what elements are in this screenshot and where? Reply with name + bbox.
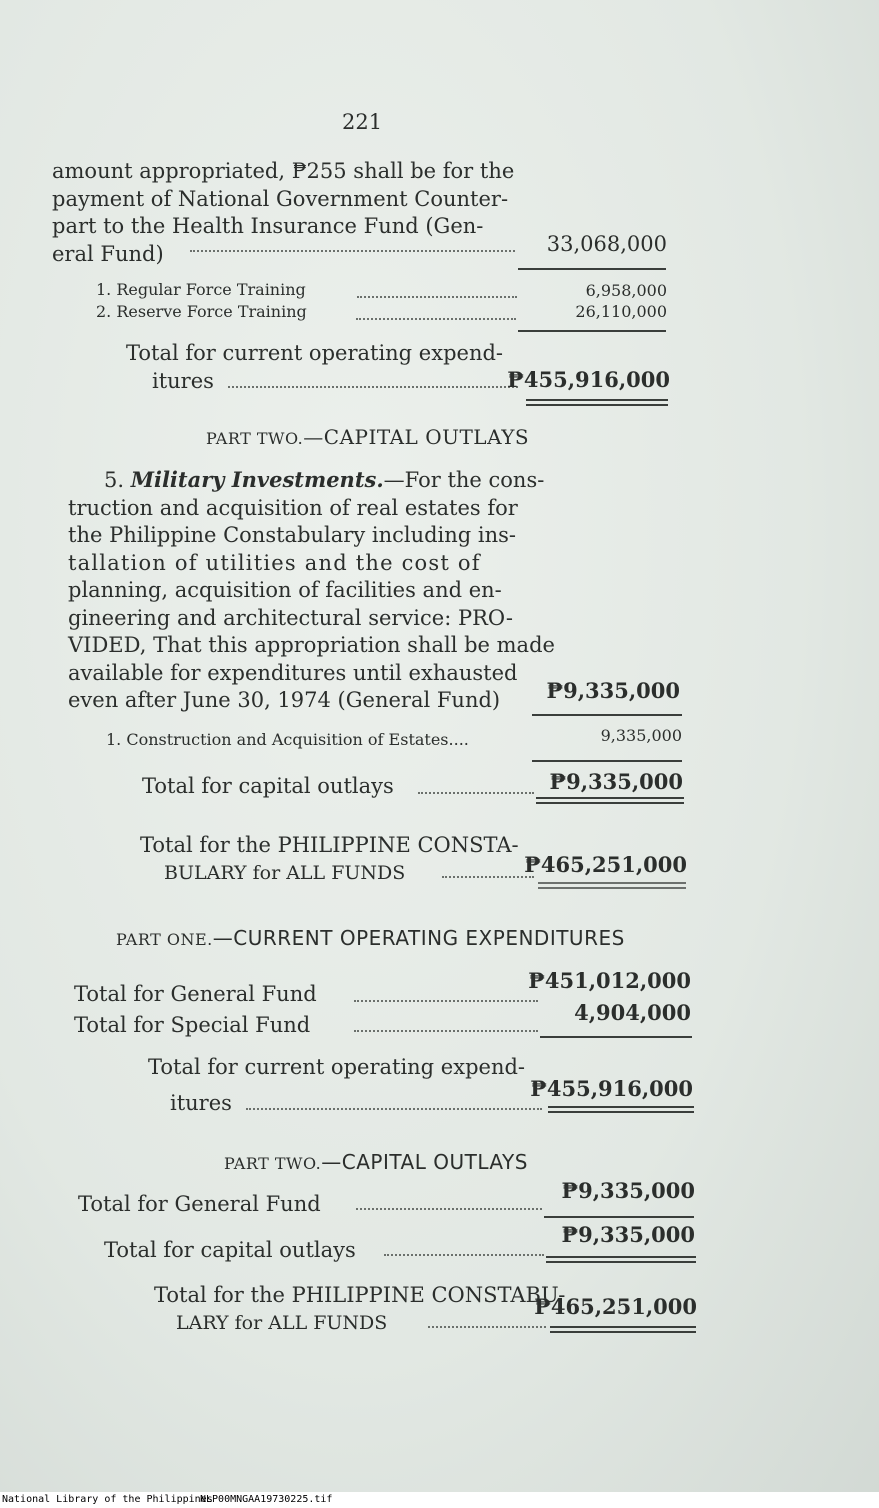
leader-dots (228, 386, 518, 388)
part-two-heading (206, 425, 529, 449)
heading-title: —CAPITAL OUTLAYS (303, 425, 530, 449)
page-number: 221 (342, 110, 383, 134)
leader-dots (354, 1000, 538, 1002)
general-fund-capital (78, 1192, 321, 1216)
heading-prefix: PART TWO. (206, 429, 304, 448)
total-pc-2-line1: Total for the PHILIPPINE CONSTABU- (154, 1283, 566, 1307)
part-one-heading (116, 926, 625, 950)
total-pc-1-line1: Total for the PHILIPPINE CONSTA- (140, 833, 519, 857)
total-capital-1-label: Total for capital outlays (142, 774, 394, 798)
military-line: tallation of utilities and the cost of (68, 550, 481, 575)
leader-dots (190, 250, 515, 252)
total-pc-2 (154, 1282, 565, 1337)
training-item-amount: 26,110,000 (575, 302, 667, 321)
heading-title: —CAPITAL OUTLAYS (321, 1150, 528, 1174)
leader-dots (384, 1254, 544, 1256)
total-capital-1 (142, 774, 394, 798)
total-line: Total for current operating expend- (126, 341, 504, 365)
total-current-1-amount: ₱455,916,000 (507, 367, 670, 392)
total-capital-1-amount: ₱9,335,000 (549, 769, 683, 794)
training-item-label: 1. Regular Force Training (96, 280, 306, 299)
heading-prefix: PART TWO. (224, 1154, 322, 1173)
total-capital-2-label: Total for capital outlays (104, 1238, 356, 1262)
leader-dots (357, 296, 517, 298)
military-line: gineering and architectural service: PRO- (68, 605, 513, 630)
military-investments-paragraph (68, 466, 555, 715)
military-line: even after June 30, 1974 (General Fund) (68, 688, 501, 712)
summary-fund-label: Total for Special Fund (74, 1013, 311, 1037)
total-pc-2-line2: LARY for ALL FUNDS (176, 1311, 388, 1334)
divider (540, 1036, 692, 1038)
divider (518, 330, 666, 332)
double-rule (536, 797, 684, 804)
training-item-label: 2. Reserve Force Training (96, 302, 307, 321)
total-line: itures (170, 1090, 232, 1115)
intro-amount: 33,068,000 (546, 232, 667, 256)
military-line: available for expenditures until exhausted (68, 660, 518, 685)
summary-general-fund (74, 982, 317, 1006)
military-amount: ₱9,335,000 (546, 678, 680, 703)
leader-dots (442, 876, 534, 878)
footer-filename: NLP00MNGAA19730225.tif (200, 1494, 333, 1505)
heading-title: —CURRENT OPERATING EXPENDITURES (212, 926, 625, 950)
footer-library: National Library of the Philippines (2, 1494, 213, 1505)
total-pc-2-amount: ₱465,251,000 (534, 1294, 697, 1319)
double-rule (550, 1326, 696, 1333)
construction-item-amount: 9,335,000 (600, 726, 682, 745)
summary-special-fund (74, 1013, 310, 1037)
intro-line: part to the Health Insurance Fund (Gen- (52, 214, 484, 238)
training-item-amount: 6,958,000 (585, 281, 667, 300)
total-pc-1-amount: ₱465,251,000 (524, 852, 687, 877)
part-two-heading-2 (224, 1150, 528, 1174)
total-pc-1 (140, 832, 519, 887)
total-capital-2-amount: ₱9,335,000 (561, 1222, 695, 1247)
summary-fund-amount: ₱451,012,000 (528, 968, 691, 993)
training-item-2 (96, 302, 307, 321)
divider (532, 760, 682, 762)
general-fund-capital-amount: ₱9,335,000 (561, 1178, 695, 1203)
military-line: VIDED, That this appropriation shall be made (68, 633, 555, 657)
total-line: itures (152, 368, 214, 393)
total-capital-2 (104, 1238, 356, 1262)
leader-dots (356, 318, 516, 320)
military-line: planning, acquisition of facilities and en- (68, 578, 502, 602)
military-number: 5. (104, 468, 125, 492)
double-rule (526, 399, 668, 406)
training-item-1 (96, 280, 306, 299)
total-line: Total for current operating expend- (148, 1055, 526, 1079)
double-rule (546, 1256, 696, 1263)
leader-dots (354, 1030, 538, 1032)
total-current-2-amount: ₱455,916,000 (530, 1076, 693, 1101)
leader-dots (418, 792, 534, 794)
divider (532, 714, 682, 716)
military-line: truction and acquisition of real estates for (68, 495, 518, 520)
leader-dots (356, 1208, 542, 1210)
general-fund-capital-label: Total for General Fund (78, 1192, 321, 1216)
divider (544, 1216, 694, 1218)
intro-line: amount appropriated, ₱255 shall be for the (52, 159, 515, 183)
military-title: Military Investments. (130, 467, 384, 492)
double-rule (538, 882, 686, 889)
leader-dots (246, 1108, 542, 1110)
military-line: the Philippine Constabulary including ins- (68, 523, 517, 547)
divider (518, 268, 666, 270)
double-rule (548, 1106, 694, 1113)
construction-item (106, 730, 469, 749)
summary-fund-label: Total for General Fund (74, 982, 317, 1006)
intro-line: eral Fund) (52, 241, 164, 266)
total-pc-1-line2: BULARY for ALL FUNDS (164, 861, 406, 884)
summary-fund-amount: 4,904,000 (574, 1000, 691, 1025)
military-line: —For the cons- (383, 468, 545, 492)
construction-item-label: 1. Construction and Acquisition of Estates.... (106, 730, 469, 749)
scan-footer (0, 1492, 879, 1508)
intro-line: payment of National Government Counter- (52, 186, 509, 211)
leader-dots (428, 1326, 546, 1328)
military-first-line (68, 466, 555, 495)
heading-prefix: PART ONE. (116, 930, 213, 949)
